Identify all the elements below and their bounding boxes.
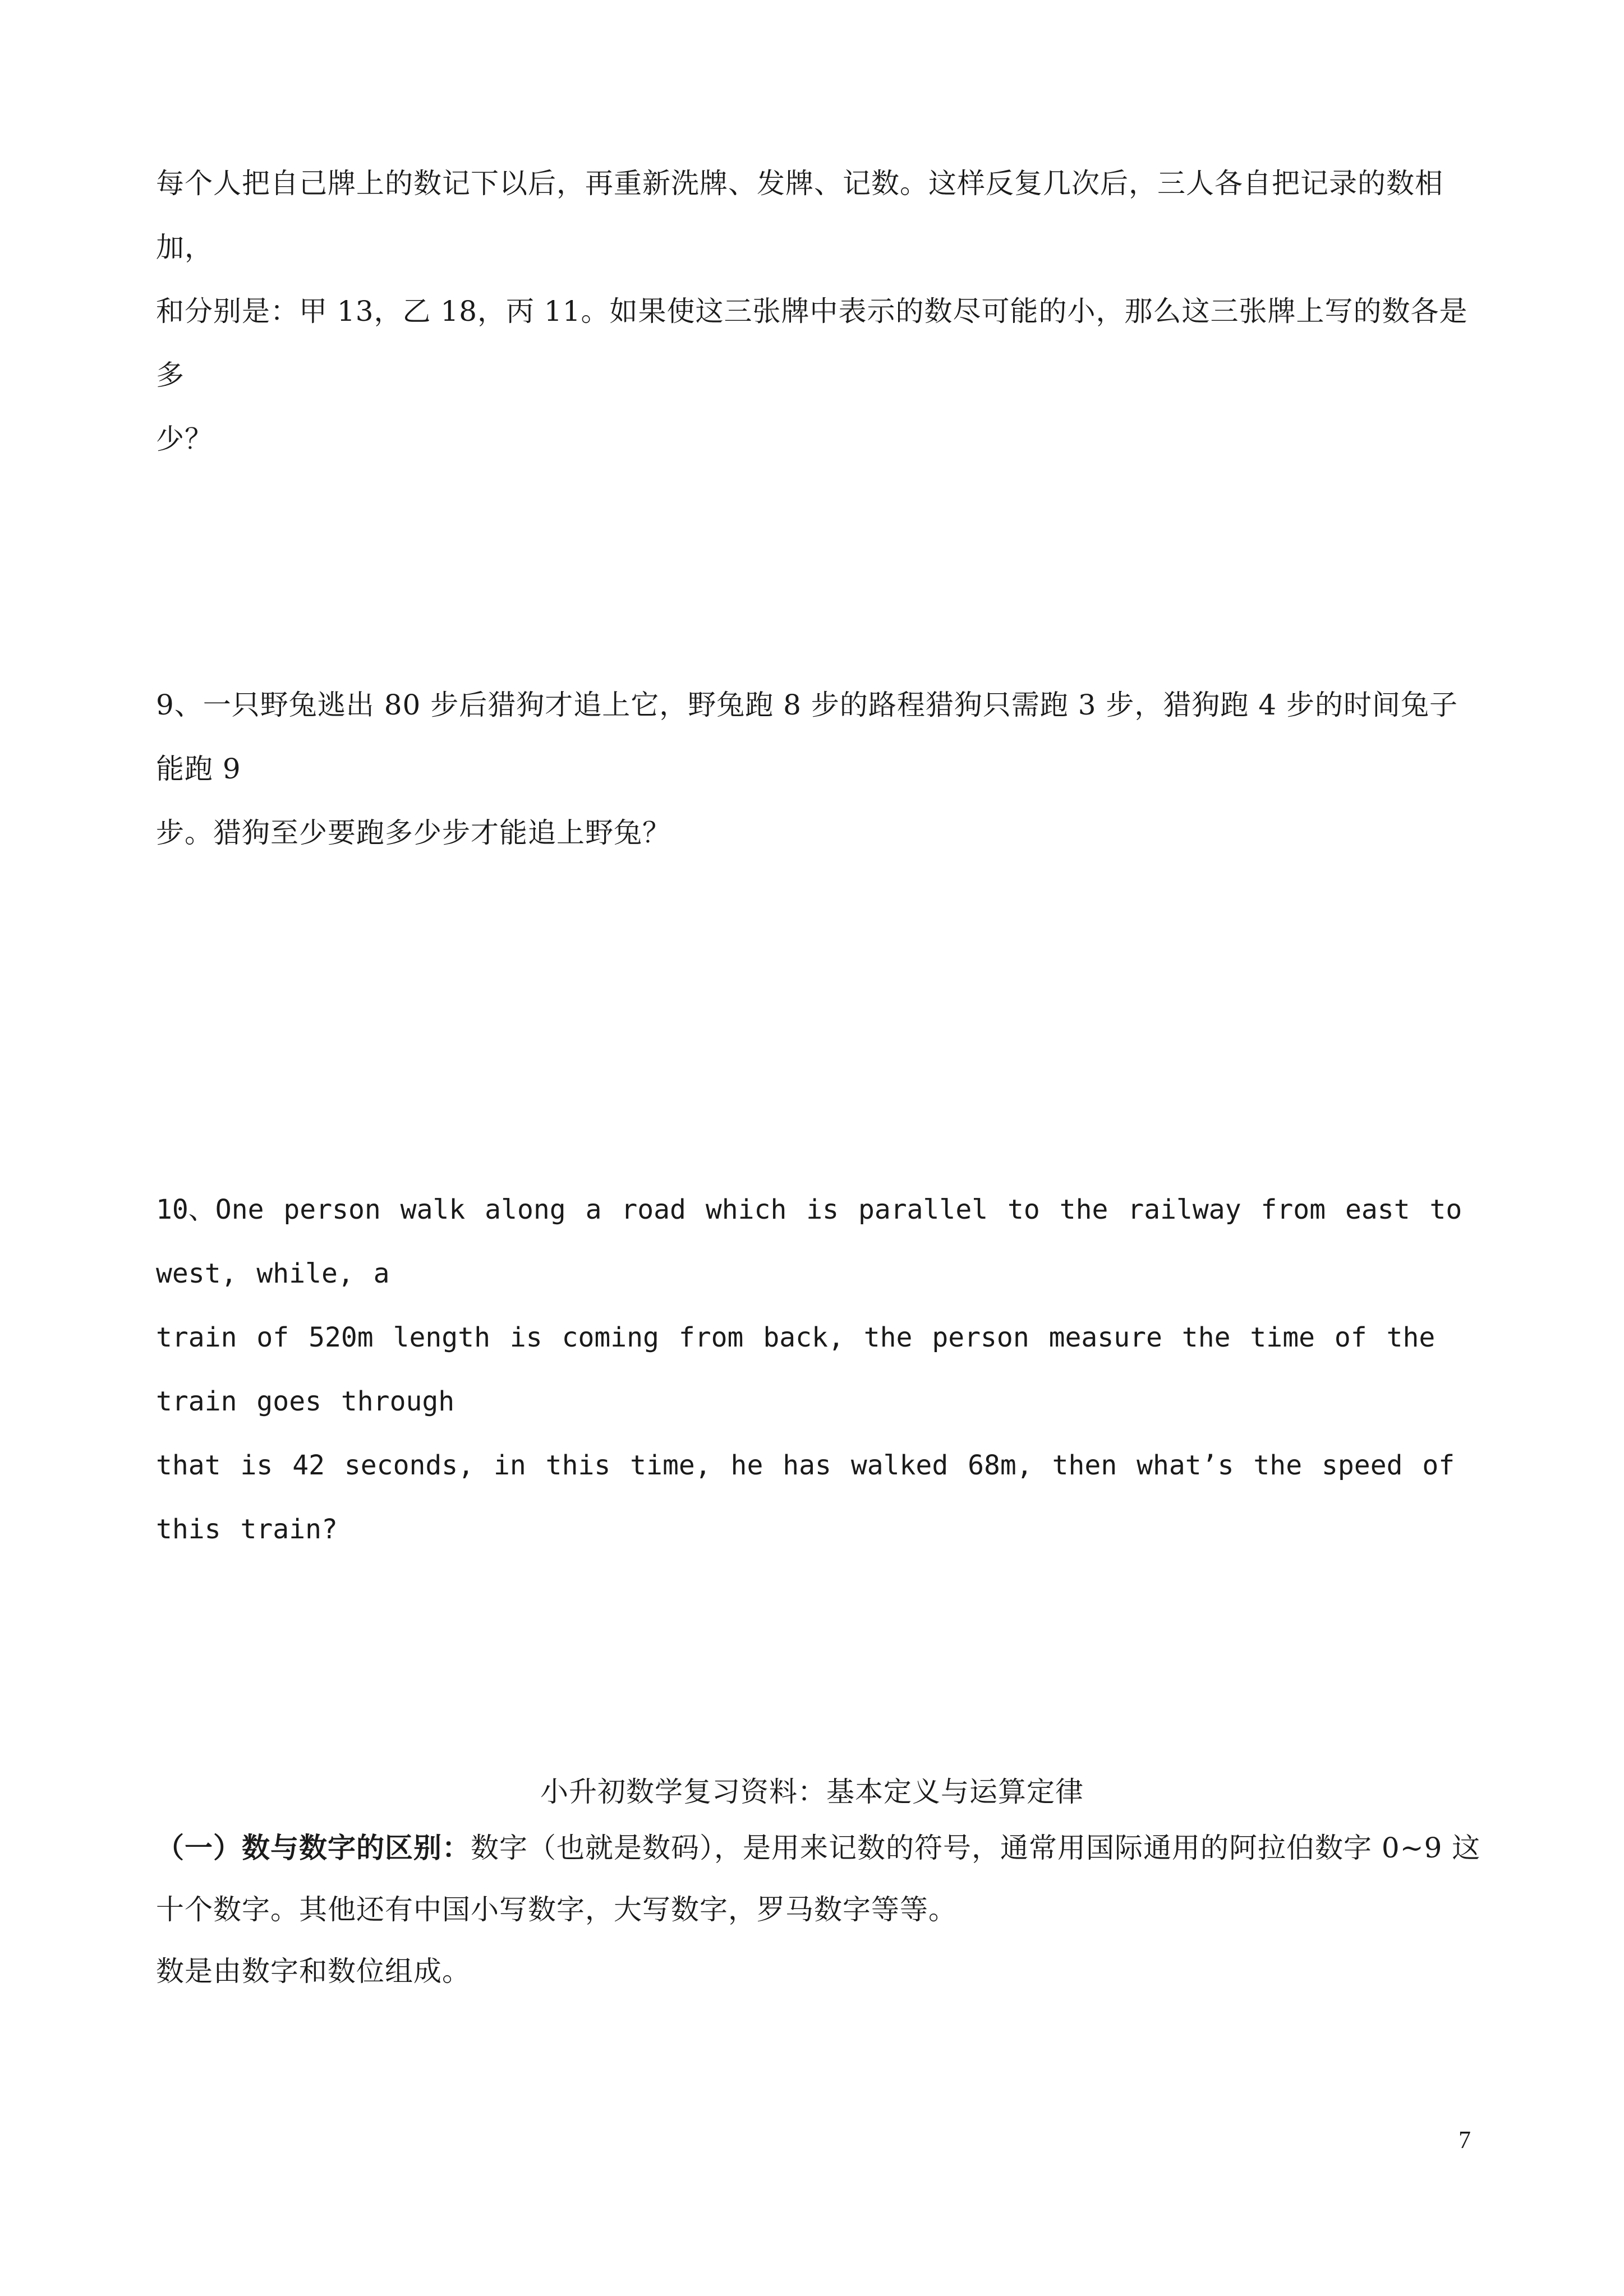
section-line-1: [156, 1817, 1485, 1879]
problem-8-line-3: 少？: [156, 423, 213, 455]
problem-9-line-2: 步。猎狗至少要跑多少步才能追上野兔？: [156, 817, 671, 849]
section-heading: （一）数与数字的区别：: [156, 1831, 471, 1864]
section-line-2: 十个数字。其他还有中国小写数字，大写数字，罗马数字等等。: [156, 1893, 957, 1926]
problem-10-line-2: train of 520m length is coming from back, the person measure the time of the train goes through: [156, 1322, 1436, 1417]
section-body: [156, 1817, 1485, 2002]
problem-9-line-1: 9、一只野兔逃出 80 步后猎狗才追上它，野兔跑 8 步的路程猎狗只需跑 3 步，猎狗跑 4 步的时间兔子能跑 9: [156, 689, 1459, 785]
problem-8-line-1: 每个人把自己牌上的数记下以后，再重新洗牌、发牌、记数。这样反复几次后，三人各自把记录的数相加，: [156, 167, 1443, 264]
section-title: 小升初数学复习资料：基本定义与运算定律: [540, 1776, 1084, 1808]
problem-10: [156, 1178, 1485, 1561]
problem-10-line-1: 10、One person walk along a road which is parallel to the railway from east to west, while, a: [156, 1194, 1462, 1289]
problem-8-continued: [156, 151, 1485, 471]
section-line-3: 数是由数字和数位组成。: [156, 1955, 471, 1988]
problem-9: [156, 673, 1485, 865]
problem-8-line-2: 和分别是：甲 13，乙 18，丙 11。如果使这三张牌中表示的数尽可能的小，那么这三张牌上写的数各是多: [156, 295, 1468, 391]
section-line-1-text: 数字（也就是数码），是用来记数的符号，通常用国际通用的阿拉伯数字 0~9 这: [471, 1832, 1481, 1864]
problem-10-line-3: that is 42 seconds, in this time, he has walked 68m, then what’s the speed of this train?: [156, 1450, 1455, 1545]
page-number: 7: [1459, 2126, 1471, 2154]
